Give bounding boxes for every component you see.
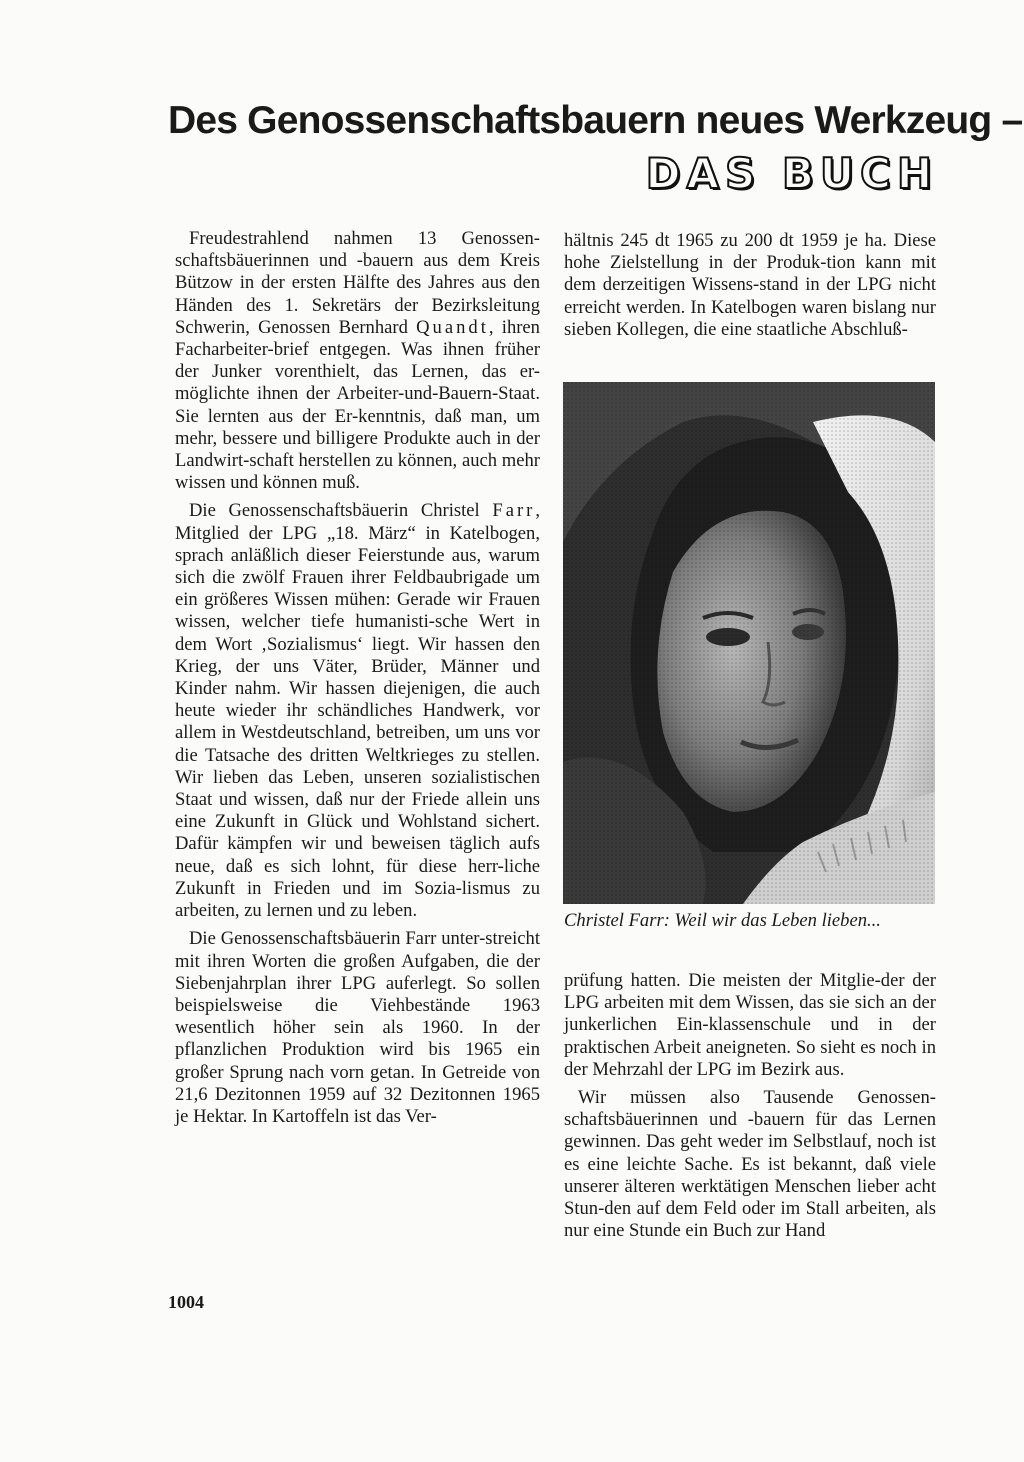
- person-name: Farr: [492, 500, 536, 522]
- paragraph: [175, 500, 540, 922]
- article-subtitle: DAS BUCH: [645, 149, 938, 198]
- paragraph: Wir müssen also Tausende Genossen-schaftsbäuerinnen und -bauern für das Lernen gewinnen. Das geht weder im Selbstlauf, noch ist es eine leichte Sache. Es ist bekannt, daß viele unserer älteren werktätigen Menschen lieber acht Stun-den auf dem Feld oder im Stall arbeiten, als nur eine Stunde ein Buch zur Hand: [564, 1087, 936, 1242]
- photo-caption: Christel Farr: Weil wir das Leben lieben...: [564, 910, 881, 931]
- paragraph: prüfung hatten. Die meisten der Mitglie-der der LPG arbeiten mit dem Wissen, das sie sich an der junkerlichen Ein-klassenschule und in der praktischen Arbeit aneigneten. So sieht es noch in der Mehrzahl der LPG im Bezirk aus.: [564, 970, 936, 1080]
- paragraph-text: Freudestrahlend nahmen 13 Genossen-schaftsbäuerinnen und -bauern aus dem Kreis Bützow in der ersten Hälfte des Jahres aus den Händen des 1. Sekretärs der Bezirksleitung Schwerin, Genossen Bernhard: [175, 228, 540, 338]
- paragraph: [175, 228, 540, 494]
- paragraph-text: , ihren Facharbeiter-brief entgegen. Was ihnen früher der Junker vorenthielt, das Lernen, das er-möglichte ihnen der Arbeiter-und-Bauern-Staat. Sie lernten aus der Er-kenntnis, daß man, um mehr, bessere und billigere Produkte auch in der Landwirt-schaft herstellen zu können, auch mehr wissen und können muß.: [175, 316, 540, 494]
- right-column-bottom: [564, 970, 936, 1242]
- portrait-illustration: [563, 382, 935, 904]
- paragraph-text: Die Genossenschaftsbäuerin Christel: [189, 500, 493, 522]
- left-column: [175, 228, 540, 1128]
- paragraph: Die Genossenschaftsbäuerin Farr unter-streicht mit ihren Worten die großen Aufgaben, die der Siebenjahrplan ihrer LPG auferlegt. So sollen beispielsweise die Viehbestände 1963 wesentlich höher sein als 1960. In der pflanzlichen Produktion wird bis 1965 ein großer Sprung nach vorn getan. In Getreide von 21,6 Dezitonnen 1959 auf 32 Dezitonnen 1965 je Hektar. In Kartoffeln ist das Ver-: [175, 928, 540, 1127]
- article-title: Des Genossenschaftsbauern neues Werkzeug –: [168, 99, 1023, 142]
- person-name: Quandt: [416, 316, 489, 338]
- paragraph: hältnis 245 dt 1965 zu 200 dt 1959 je ha. Diese hohe Zielstellung in der Produk-tion kann mit dem derzeitigen Wissens-stand in der LPG nicht erreicht werden. In Katelbogen waren bislang nur sieben Kollegen, die eine staatliche Abschluß-: [564, 230, 936, 340]
- paragraph-text: , Mitglied der LPG „18. März“ in Katelbogen, sprach anläßlich dieser Feierstunde aus, warum sich die zwölf Frauen ihrer Feldbaubrigade um ein größeres Wissen mühen: Gerade wir Frauen wissen, welcher tiefe humanisti-sche Wert in dem Wort ‚Sozialismus‘ liegt. Wir hassen den Krieg, der uns Väter, Brüder, Männer und Kinder nahm. Wir hassen diejenigen, die auch heute wieder ihr schändliches Handwerk, vor allem in Westdeutschland, betreiben, um uns vor die Tatsache des dritten Weltkrieges zu stellen. Wir lieben das Leben, unseren sozialistischen Staat und wissen, daß nur der Friede allein uns eine Zukunft in Glück und Wohlstand sichert. Dafür kämpfen wir und beweisen täglich aufs neue, daß es sich lohnt, für diese herr-liche Zukunft in Frieden und im Sozia-lismus zu arbeiten, zu lernen und zu leben.: [175, 500, 540, 922]
- portrait-photo: [563, 382, 935, 904]
- right-column-top: [564, 230, 936, 341]
- page-number: 1004: [168, 1292, 204, 1312]
